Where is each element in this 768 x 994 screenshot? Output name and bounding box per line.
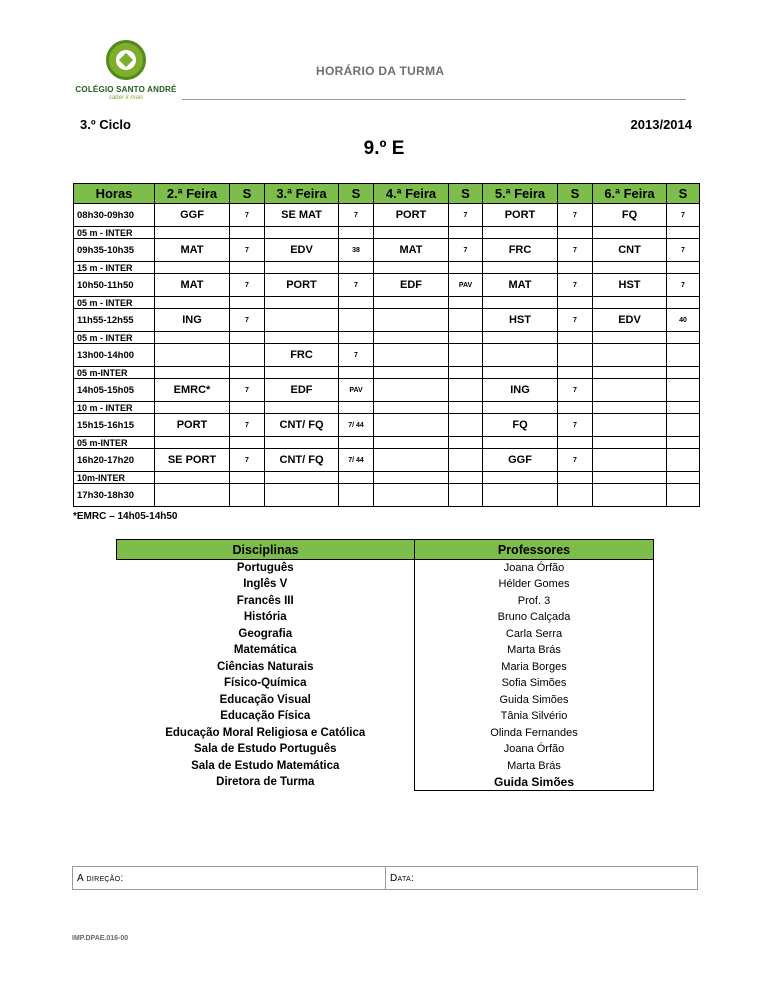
subject-cell — [374, 367, 449, 379]
schedule-break-row — [74, 472, 700, 484]
room-cell — [339, 484, 374, 507]
room-cell — [667, 437, 700, 449]
time-cell: 14h05-15h05 — [74, 379, 155, 402]
subject-cell — [374, 297, 449, 309]
schedule-header-cell: S — [230, 184, 265, 204]
room-cell — [339, 297, 374, 309]
room-cell: 7 — [449, 239, 483, 262]
schedule-time-row — [74, 204, 700, 227]
subject-cell — [483, 344, 558, 367]
schedule-header-cell: S — [558, 184, 593, 204]
schedule-time-row — [74, 309, 700, 332]
subject-cell: CNT — [593, 239, 667, 262]
discipline-row — [117, 642, 654, 659]
subject-cell: FRC — [265, 344, 339, 367]
subject-cell — [265, 437, 339, 449]
room-cell: 7 — [449, 204, 483, 227]
room-cell: 7 — [558, 239, 593, 262]
room-cell: 7/ 44 — [339, 414, 374, 437]
schedule-header-cell: 3.ª Feira — [265, 184, 339, 204]
room-cell — [339, 437, 374, 449]
discipline-row — [117, 609, 654, 626]
room-cell — [667, 332, 700, 344]
room-cell — [558, 484, 593, 507]
discipline-name: Inglês V — [243, 578, 288, 591]
subject-cell — [155, 484, 230, 507]
subject-cell — [265, 484, 339, 507]
discipline-name: Físico-Química — [224, 677, 307, 690]
room-cell — [230, 344, 265, 367]
room-cell — [339, 367, 374, 379]
room-cell — [667, 227, 700, 239]
subject-cell: EDF — [374, 274, 449, 297]
room-cell: 7 — [339, 274, 374, 297]
subject-cell — [483, 484, 558, 507]
schedule-time-row — [74, 449, 700, 472]
schedule-time-row — [74, 414, 700, 437]
class-name: 9.º E — [363, 138, 405, 159]
room-cell — [558, 332, 593, 344]
logo-name: COLÉGIO SANTO ANDRÉ — [75, 85, 177, 94]
room-cell — [558, 262, 593, 274]
room-cell — [558, 344, 593, 367]
subject-cell — [374, 332, 449, 344]
subject-cell: MAT — [483, 274, 558, 297]
subject-cell — [265, 227, 339, 239]
discipline-row — [117, 659, 654, 676]
room-cell — [558, 402, 593, 414]
subject-cell: FQ — [593, 204, 667, 227]
schedule-break-row — [74, 332, 700, 344]
subject-cell — [483, 227, 558, 239]
discipline-row — [117, 593, 654, 610]
subject-cell — [593, 449, 667, 472]
schedule-break-row — [74, 367, 700, 379]
subject-cell: EDV — [593, 309, 667, 332]
subject-cell: MAT — [374, 239, 449, 262]
subject-cell — [265, 472, 339, 484]
discipline-row — [117, 576, 654, 593]
subject-cell: PORT — [155, 414, 230, 437]
room-cell: 38 — [339, 239, 374, 262]
room-cell: PAV — [449, 274, 483, 297]
room-cell: 7/ 44 — [339, 449, 374, 472]
room-cell — [449, 472, 483, 484]
schedule-break-row — [74, 437, 700, 449]
subject-cell — [483, 367, 558, 379]
time-cell: 05 m - INTER — [74, 227, 155, 239]
discipline-name: Geografia — [238, 627, 293, 640]
subject-cell — [374, 379, 449, 402]
room-cell — [230, 484, 265, 507]
room-cell: 40 — [667, 309, 700, 332]
subject-cell — [155, 262, 230, 274]
schedule-time-row — [74, 239, 700, 262]
room-cell: PAV — [339, 379, 374, 402]
room-cell — [230, 367, 265, 379]
subject-cell: GGF — [483, 449, 558, 472]
room-cell: 7 — [230, 204, 265, 227]
teacher-name: Joana Órfão — [415, 560, 654, 577]
school-emblem-icon — [106, 40, 146, 80]
subject-cell — [265, 367, 339, 379]
subject-cell — [483, 262, 558, 274]
subject-cell — [593, 367, 667, 379]
schedule-header-cell: 5.ª Feira — [483, 184, 558, 204]
schedule-header-cell: Horas — [74, 184, 155, 204]
date-signature-label: Data: — [390, 873, 415, 884]
room-cell — [230, 332, 265, 344]
teacher-name: Prof. 3 — [415, 593, 654, 610]
room-cell — [558, 437, 593, 449]
discipline-name: Educação Física — [220, 710, 311, 723]
schedule-time-row — [74, 379, 700, 402]
schedule-header-cell: 4.ª Feira — [374, 184, 449, 204]
subject-cell — [374, 472, 449, 484]
subject-cell: ING — [155, 309, 230, 332]
discipline-row — [117, 725, 654, 742]
subject-cell — [593, 472, 667, 484]
subject-cell — [593, 379, 667, 402]
subject-cell — [155, 472, 230, 484]
room-cell: 7 — [558, 379, 593, 402]
room-cell: 7 — [667, 239, 700, 262]
room-cell — [449, 297, 483, 309]
discipline-name: Sala de Estudo Português — [194, 743, 337, 756]
room-cell: 7 — [230, 414, 265, 437]
room-cell — [449, 484, 483, 507]
room-cell: 7 — [667, 204, 700, 227]
subject-cell — [155, 344, 230, 367]
room-cell — [558, 227, 593, 239]
room-cell — [667, 484, 700, 507]
time-cell: 05 m-INTER — [74, 437, 155, 449]
teacher-name: Joana Órfão — [415, 741, 654, 758]
subject-cell: SE MAT — [265, 204, 339, 227]
room-cell — [449, 344, 483, 367]
schedule-break-row — [74, 402, 700, 414]
subject-cell: PORT — [374, 204, 449, 227]
room-cell: 7 — [558, 449, 593, 472]
subject-cell — [374, 449, 449, 472]
teacher-name: Bruno Calçada — [415, 609, 654, 626]
form-code: IMP.DPAE.016-00 — [72, 935, 129, 942]
room-cell: 7 — [339, 204, 374, 227]
schedule-time-row — [74, 344, 700, 367]
subject-cell — [593, 437, 667, 449]
subject-cell — [265, 309, 339, 332]
subject-cell — [593, 332, 667, 344]
time-cell: 05 m - INTER — [74, 332, 155, 344]
room-cell — [558, 297, 593, 309]
room-cell: 7 — [230, 274, 265, 297]
room-cell — [230, 437, 265, 449]
subject-cell — [483, 472, 558, 484]
room-cell — [449, 379, 483, 402]
time-cell: 10m-INTER — [74, 472, 155, 484]
schedule-header-row — [74, 184, 700, 204]
time-cell: 11h55-12h55 — [74, 309, 155, 332]
room-cell — [667, 472, 700, 484]
time-cell: 16h20-17h20 — [74, 449, 155, 472]
room-cell — [449, 402, 483, 414]
discipline-name: História — [243, 611, 287, 624]
discipline-name: Educação Visual — [219, 693, 311, 706]
time-cell: 15h15-16h15 — [74, 414, 155, 437]
schedule-time-row — [74, 484, 700, 507]
teacher-name: Marta Brás — [415, 758, 654, 775]
discipline-name: Diretora de Turma — [216, 776, 315, 789]
room-cell: 7 — [230, 309, 265, 332]
room-cell — [667, 367, 700, 379]
room-cell — [230, 472, 265, 484]
room-cell: 7 — [558, 309, 593, 332]
subject-cell — [155, 367, 230, 379]
room-cell — [339, 309, 374, 332]
disciplines-header-cell: Professores — [415, 540, 654, 560]
subject-cell: ING — [483, 379, 558, 402]
room-cell — [449, 367, 483, 379]
subject-cell: MAT — [155, 274, 230, 297]
discipline-row — [117, 741, 654, 758]
subject-cell: FQ — [483, 414, 558, 437]
subject-cell — [593, 262, 667, 274]
teacher-name: Tânia Silvério — [415, 708, 654, 725]
subject-cell — [593, 484, 667, 507]
room-cell — [449, 227, 483, 239]
teacher-name: Carla Serra — [415, 626, 654, 643]
room-cell — [230, 227, 265, 239]
room-cell — [230, 297, 265, 309]
school-year: 2013/2014 — [630, 117, 692, 132]
discipline-row — [117, 758, 654, 775]
subject-cell: CNT/ FQ — [265, 449, 339, 472]
subject-cell — [374, 262, 449, 274]
subject-cell — [374, 437, 449, 449]
room-cell — [449, 437, 483, 449]
room-cell — [449, 309, 483, 332]
subject-cell — [374, 344, 449, 367]
subject-cell: GGF — [155, 204, 230, 227]
disciplines-table — [116, 539, 654, 791]
school-logo — [70, 40, 182, 104]
schedule-time-row — [74, 274, 700, 297]
room-cell — [339, 332, 374, 344]
subject-cell — [265, 402, 339, 414]
discipline-name: Francês III — [236, 594, 294, 607]
discipline-row — [117, 708, 654, 725]
room-cell — [667, 262, 700, 274]
room-cell: 7 — [230, 379, 265, 402]
room-cell — [558, 472, 593, 484]
room-cell — [339, 227, 374, 239]
emrc-footnote: *EMRC – 14h05-14h50 — [73, 511, 178, 522]
schedule-table — [73, 183, 700, 507]
time-cell: 15 m - INTER — [74, 262, 155, 274]
room-cell — [558, 367, 593, 379]
discipline-row — [117, 626, 654, 643]
room-cell: 7 — [558, 274, 593, 297]
teacher-name: Marta Brás — [415, 642, 654, 659]
room-cell — [339, 262, 374, 274]
discipline-row — [117, 675, 654, 692]
subject-cell — [155, 437, 230, 449]
disciplines-header-row — [117, 540, 654, 560]
subject-cell — [374, 402, 449, 414]
subject-cell — [483, 297, 558, 309]
subject-cell: FRC — [483, 239, 558, 262]
room-cell — [339, 472, 374, 484]
subject-cell — [374, 309, 449, 332]
subject-cell: MAT — [155, 239, 230, 262]
teacher-name: Guida Simões — [415, 774, 654, 791]
room-cell — [449, 262, 483, 274]
room-cell — [667, 379, 700, 402]
discipline-name: Português — [236, 562, 294, 574]
subject-cell — [483, 332, 558, 344]
subject-cell — [155, 297, 230, 309]
time-cell: 09h35-10h35 — [74, 239, 155, 262]
schedule-header-cell: S — [667, 184, 700, 204]
subject-cell — [593, 402, 667, 414]
subject-cell: HST — [593, 274, 667, 297]
subject-cell: EMRC* — [155, 379, 230, 402]
room-cell — [230, 262, 265, 274]
room-cell — [449, 449, 483, 472]
room-cell — [667, 402, 700, 414]
teacher-name: Hélder Gomes — [415, 576, 654, 593]
room-cell: 7 — [558, 204, 593, 227]
time-cell: 05 m-INTER — [74, 367, 155, 379]
discipline-name: Educação Moral Religiosa e Católica — [165, 726, 366, 739]
time-cell: 10h50-11h50 — [74, 274, 155, 297]
subject-cell: EDF — [265, 379, 339, 402]
subject-cell — [593, 227, 667, 239]
subject-cell — [374, 484, 449, 507]
subject-cell: PORT — [483, 204, 558, 227]
room-cell — [667, 297, 700, 309]
discipline-name: Ciências Naturais — [216, 660, 314, 673]
teacher-name: Maria Borges — [415, 659, 654, 676]
subject-cell: SE PORT — [155, 449, 230, 472]
cycle-label: 3.º Ciclo — [80, 117, 131, 132]
subject-cell — [483, 402, 558, 414]
schedule-header-cell: S — [449, 184, 483, 204]
subject-cell: CNT/ FQ — [265, 414, 339, 437]
direction-signature-label: A direção: — [73, 867, 386, 889]
subject-cell — [483, 437, 558, 449]
schedule-header-cell: 2.ª Feira — [155, 184, 230, 204]
room-cell — [667, 344, 700, 367]
schedule-break-row — [74, 262, 700, 274]
schedule-header-cell: S — [339, 184, 374, 204]
subject-cell — [265, 297, 339, 309]
subject-cell — [155, 402, 230, 414]
room-cell: 7 — [230, 239, 265, 262]
subject-cell — [593, 414, 667, 437]
room-cell: 7 — [339, 344, 374, 367]
subject-cell: HST — [483, 309, 558, 332]
subject-cell — [265, 262, 339, 274]
time-cell: 17h30-18h30 — [74, 484, 155, 507]
discipline-row — [117, 692, 654, 709]
discipline-name: Sala de Estudo Matemática — [191, 759, 340, 772]
room-cell — [339, 402, 374, 414]
room-cell — [667, 414, 700, 437]
schedule-header-cell: 6.ª Feira — [593, 184, 667, 204]
header-divider — [182, 99, 686, 100]
time-cell: 08h30-09h30 — [74, 204, 155, 227]
room-cell — [449, 332, 483, 344]
schedule-break-row — [74, 297, 700, 309]
disciplines-header-cell: Disciplinas — [117, 540, 415, 560]
discipline-name: Matemática — [233, 644, 297, 657]
logo-tagline: saber ir mais — [108, 95, 144, 101]
room-cell: 7 — [667, 274, 700, 297]
subject-cell — [593, 297, 667, 309]
room-cell — [449, 414, 483, 437]
subject-cell — [155, 332, 230, 344]
room-cell: 7 — [558, 414, 593, 437]
teacher-name: Olinda Fernandes — [415, 725, 654, 742]
time-cell: 10 m - INTER — [74, 402, 155, 414]
room-cell: 7 — [230, 449, 265, 472]
subject-cell — [155, 227, 230, 239]
subject-cell — [593, 344, 667, 367]
subject-cell — [265, 332, 339, 344]
time-cell: 05 m - INTER — [74, 297, 155, 309]
teacher-name: Guida Simões — [415, 692, 654, 709]
room-cell — [230, 402, 265, 414]
signature-box — [72, 866, 698, 890]
room-cell — [667, 449, 700, 472]
schedule-break-row — [74, 227, 700, 239]
subject-cell — [374, 227, 449, 239]
discipline-row — [117, 560, 654, 577]
subject-cell — [374, 414, 449, 437]
discipline-row — [117, 774, 654, 791]
page-title: HORÁRIO DA TURMA — [316, 64, 445, 78]
subject-cell: PORT — [265, 274, 339, 297]
subject-cell: EDV — [265, 239, 339, 262]
time-cell: 13h00-14h00 — [74, 344, 155, 367]
teacher-name: Sofia Simões — [415, 675, 654, 692]
